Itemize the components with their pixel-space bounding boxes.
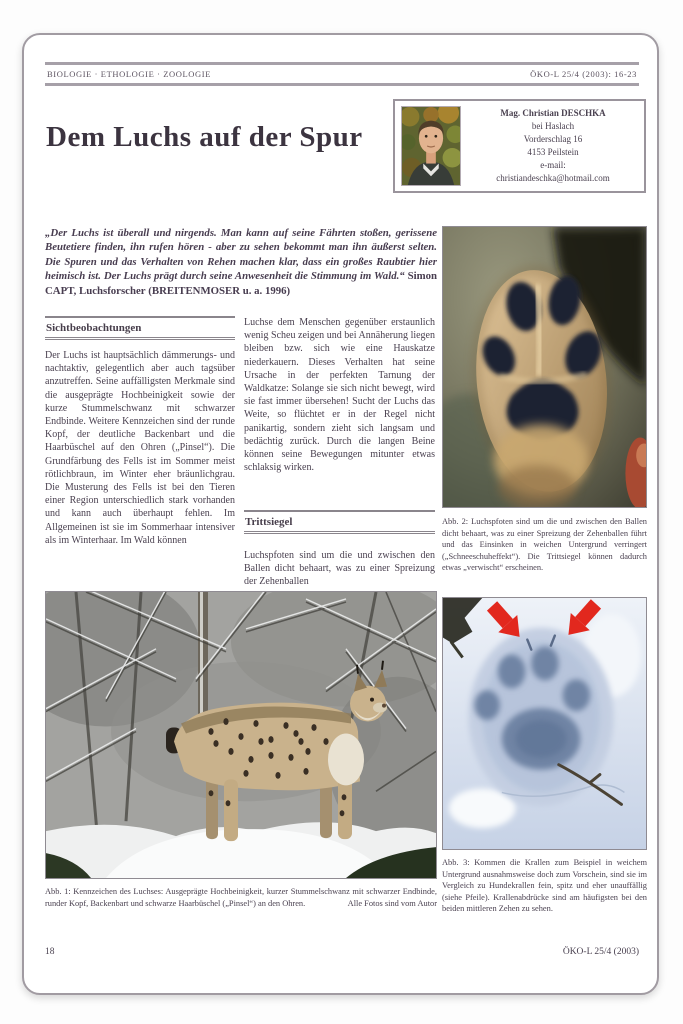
quote-text: „Der Luchs ist überall und nirgends. Man kann auf seine Fährten stoßen, gerissene Beutetiere finden, ihn rufen hören - aber zu sehen bekommt man ihn äußerst selten. Die Spuren und das Verhalten von Rehen machen klar, dass ein großes Raubtier hier heimisch ist. Der Luchs prägt durch seine Anwesenheit die Stimmung im Wald.“ [45, 227, 437, 283]
issue-label: ÖKO-L 25/4 (2003): 16-23 [530, 69, 637, 79]
author-address-line: bei Haslach [531, 120, 575, 131]
column-left [45, 316, 235, 628]
lynx-paw-photo [443, 227, 646, 507]
author-address-line: Vorderschlag 16 [523, 133, 583, 144]
left-column-body: Der Luchs ist hauptsächlich dämmerungs- und nachtaktiv, gelegentlich aber auch tagsüber anzutreffen. Seine auffälligsten Merkmale sind die ausgeprägte Hochbeinigkeit sowie der kurze Stummelschwanz mit schwarzer Endbinde. Weitere Kennzeichen sind der runde Kopf, der deutliche Backenbart und die Haarbüschel auf den Ohren („Pinsel“). Die Grundfärbung des Fells ist im Sommer meist rötlichbraun, im Winter eher bräunlichgrau. Die Musterung des Fells ist bei den Tieren einer Region unterschiedlich stark vorhanden und kann auch überhaupt fehlen. Im Allgemeinen ist sie im Sommerhaar intensiver als im Winterhaar. Im Wald können [45, 350, 235, 546]
author-portrait-image [402, 107, 460, 185]
author-address-line: 4153 Peilstein [527, 147, 579, 157]
snow-track-photo [443, 598, 646, 849]
figure-1-caption [45, 886, 437, 910]
author-name: Mag. Christian DESCHKA [500, 107, 606, 118]
figure-1-photo [45, 591, 437, 879]
figure-1-caption-text: Abb. 1: Kennzeichen des Luchses: Ausgeprägte Hochbeinigkeit, kurzer Stummelschwanz mit schwarzer Endbinde, runder Kopf, Backenbart und schwarze Haarbüschel („Pinsel“) an den Ohren. [45, 887, 437, 908]
page-footer [45, 947, 639, 957]
middle-column-body-1: Luchse dem Menschen gegenüber erstaunlich wenig Scheu zeigen und bei Annäherung liegen bleiben bzw. sich wie eine Hauskatze niederkauern. Dieses Verhalten hat seine Ursache in der perfekten Tarnung der Waldkatze: Solange sie sich nicht bewegt, wird sie fast immer übersehen! Sucht der Luchs das Weite, so flüchtet er in der Regel nicht panikartig, sondern zieht sich langsam und bedächtig zurück. Durch die langen Beine können seine Bewegungen mitunter etwas schlaksig wirken. [244, 317, 435, 474]
figure-2-caption: Abb. 2: Luchspfoten sind um die und zwischen den Ballen dicht behaart, was zu einer Spreizung der Zehenballen führt und das Einsinken in weichen Untergrund verringert („Schneeschuheffekt“). Die Trittsiegel können dadurch etwas „verwischt“ erscheinen. [442, 517, 647, 572]
author-email-label: e-mail: [540, 160, 566, 171]
magazine-page [22, 33, 659, 995]
column-middle [244, 316, 435, 628]
section-heading-trittsiegel: Trittsiegel [244, 510, 435, 534]
page-number: 18 [45, 947, 55, 957]
author-email: christiandeschka@hotmail.com [496, 173, 610, 184]
article-title: Dem Luchs auf der Spur [46, 121, 363, 153]
lead-quote [45, 226, 437, 298]
lynx-in-snow-photo [46, 592, 436, 878]
author-photo [401, 106, 461, 186]
author-box [393, 99, 646, 193]
quote-reference: (BREITENMOSER u. a. 1996) [148, 284, 291, 297]
category-label: BIOLOGIE · ETHOLOGIE · ZOOLOGIE [47, 69, 212, 79]
section-heading-sichtbeobachtungen: Sichtbeobachtungen [45, 316, 235, 340]
middle-column-body-2: Luchspfoten sind um die und zwischen den Ballen dicht behaart, was zu einer Spreizung der Zehenballen [244, 550, 435, 588]
quote-attribution: Simon CAPT, Luchsforscher [45, 270, 437, 297]
author-info [468, 107, 638, 185]
figure-3-caption: Abb. 3: Kommen die Krallen zum Beispiel in weichem Untergrund ausnahmsweise doch zum Vorschein, sind sie im Vergleich zu Hundekrallen fein, spitz und eher unauffällig (siehe Pfeile). Krallenabdrücke sind am häufigsten bei den beiden mittleren Zehen zu sehen. [442, 858, 647, 913]
page-header [45, 62, 639, 86]
photo-credit: Alle Fotos sind vom Autor [347, 899, 437, 908]
footer-issue-label: ÖKO-L 25/4 (2003) [562, 947, 639, 957]
figure-2-photo [442, 226, 647, 508]
figure-3-photo [442, 597, 647, 850]
